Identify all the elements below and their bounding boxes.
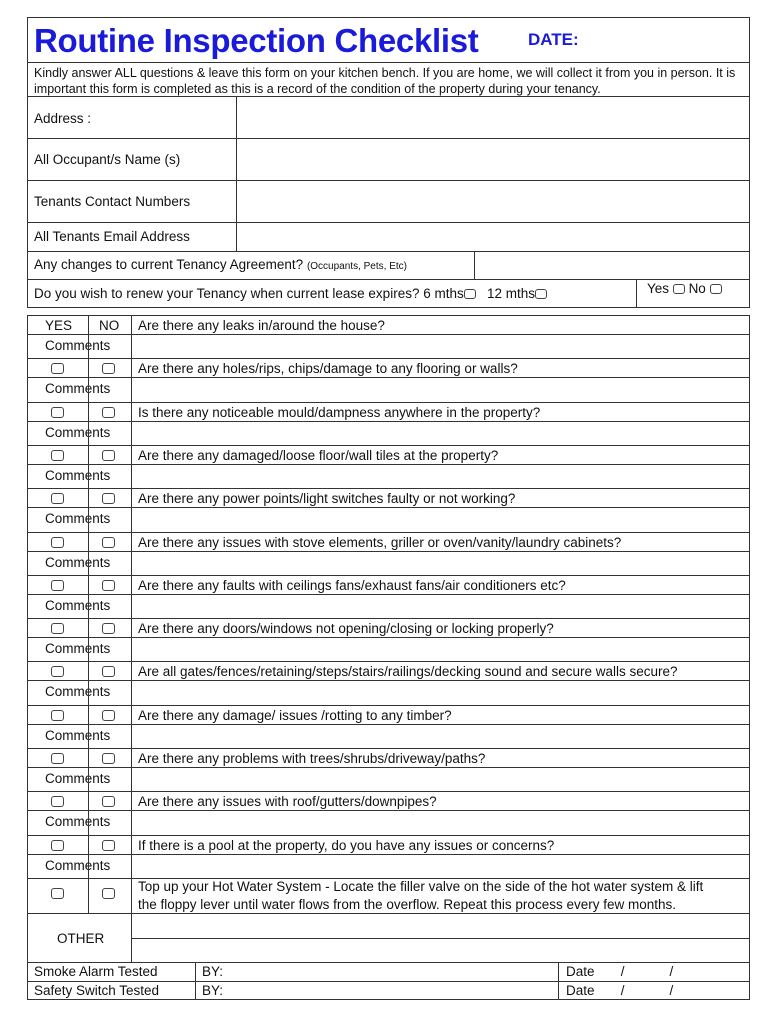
hot-water-line-2: the floppy lever until water flows from the overflow. Repeat this process every few months.: [138, 897, 676, 912]
comments-label: Comments: [45, 771, 111, 786]
question-divider: [27, 575, 750, 576]
comments-label: Comments: [45, 511, 111, 526]
renew-question: Do you wish to renew your Tenancy when current lease expires?: [34, 286, 420, 301]
comments-label: Comments: [45, 684, 111, 699]
yes-checkbox[interactable]: [51, 537, 64, 548]
question-divider: [27, 748, 750, 749]
intro-text: Kindly answer ALL questions & leave this form on your kitchen bench. If you are home, we will collect it from you in person. It is important this form is completed as this is a record of the condition of the property during your tenancy.: [34, 66, 736, 96]
smoke-alarm-date: [566, 964, 673, 979]
comments-label: Comments: [45, 641, 111, 656]
comments-field[interactable]: [132, 508, 749, 530]
safety-switch-label: Safety Switch Tested: [34, 983, 160, 998]
smoke-alarm-by-label: BY:: [202, 964, 224, 979]
comments-label: Comments: [45, 338, 111, 353]
no-checkbox[interactable]: [102, 363, 115, 374]
occupants-label: All Occupant/s Name (s): [34, 152, 181, 167]
yes-checkbox[interactable]: [51, 580, 64, 591]
yes-checkbox[interactable]: [51, 450, 64, 461]
comments-field[interactable]: [132, 811, 749, 833]
question-divider: [27, 532, 750, 533]
renew-yes-label: Yes: [647, 281, 670, 296]
safety-switch-date-slashes: / /: [620, 983, 674, 998]
six-months-label: 6 mths: [423, 286, 464, 301]
yes-checkbox[interactable]: [51, 493, 64, 504]
hot-water-line-1: Top up your Hot Water System - Locate the filler valve on the side of the hot water system & lift: [138, 879, 704, 894]
renew-no-label: No: [688, 281, 706, 296]
no-checkbox[interactable]: [102, 493, 115, 504]
question-4: Are there any damaged/loose floor/wall tiles at the property?: [138, 448, 499, 463]
comments-label: Comments: [45, 381, 111, 396]
contact-numbers-field[interactable]: [237, 181, 749, 222]
no-checkbox[interactable]: [102, 666, 115, 677]
question-divider: [27, 445, 750, 446]
comments-field[interactable]: [132, 595, 749, 617]
yes-checkbox[interactable]: [51, 796, 64, 807]
yes-checkbox[interactable]: [51, 407, 64, 418]
question-divider: [27, 705, 750, 706]
comments-field[interactable]: [132, 768, 749, 790]
comments-field[interactable]: [132, 855, 749, 877]
comments-field[interactable]: [132, 681, 749, 703]
yes-column-header: YES: [45, 318, 73, 333]
renew-yes-checkbox[interactable]: [673, 284, 685, 294]
question-1: Are there any leaks in/around the house?: [138, 318, 385, 333]
occupants-field[interactable]: [237, 139, 749, 180]
comments-label: Comments: [45, 858, 111, 873]
safety-switch-date-label: Date: [566, 983, 595, 998]
address-label: Address :: [34, 111, 92, 126]
renew-yes-no: [647, 281, 722, 296]
safety-switch-by-label: BY:: [202, 983, 224, 998]
question-12: Are there any issues with roof/gutters/downpipes?: [138, 794, 437, 809]
no-column-header: NO: [99, 318, 120, 333]
no-checkbox[interactable]: [102, 840, 115, 851]
no-checkbox[interactable]: [102, 623, 115, 634]
title-divider: [27, 62, 750, 63]
question-5: Are there any power points/light switches faulty or not working?: [138, 491, 516, 506]
no-checkbox[interactable]: [102, 407, 115, 418]
no-checkbox[interactable]: [102, 580, 115, 591]
contact-numbers-label: Tenants Contact Numbers: [34, 194, 191, 209]
question-6: Are there any issues with stove elements, griller or oven/vanity/laundry cabinets?: [138, 535, 622, 550]
twelve-months-label: 12 mths: [487, 286, 536, 301]
question-divider: [27, 618, 750, 619]
changes-field[interactable]: [475, 252, 749, 279]
no-checkbox[interactable]: [102, 450, 115, 461]
question-column-divider: [131, 315, 132, 962]
yes-checkbox[interactable]: [51, 363, 64, 374]
six-months-checkbox[interactable]: [464, 289, 476, 299]
yes-checkbox[interactable]: [51, 623, 64, 634]
twelve-months-checkbox[interactable]: [535, 289, 547, 299]
comments-label: Comments: [45, 555, 111, 570]
question-7: Are there any faults with ceilings fans/exhaust fans/air conditioners etc?: [138, 578, 566, 593]
question-3: Is there any noticeable mould/dampness anywhere in the property?: [138, 405, 541, 420]
comments-label: Comments: [45, 814, 111, 829]
date-label: DATE:: [528, 30, 579, 49]
question-9: Are all gates/fences/retaining/steps/stairs/railings/decking sound and secure walls secure?: [138, 664, 678, 679]
question-divider: [27, 661, 750, 662]
comments-field[interactable]: [132, 638, 749, 660]
comments-field[interactable]: [132, 335, 749, 357]
smoke-alarm-label: Smoke Alarm Tested: [34, 964, 158, 979]
comments-field[interactable]: [132, 378, 749, 400]
yes-no-column-divider: [88, 315, 89, 913]
yes-checkbox[interactable]: [51, 840, 64, 851]
question-2: Are there any holes/rips, chips/damage to any flooring or walls?: [138, 361, 518, 376]
address-field[interactable]: [237, 97, 749, 138]
renew-no-checkbox[interactable]: [710, 284, 722, 294]
comments-field[interactable]: [132, 422, 749, 444]
question-divider: [27, 402, 750, 403]
smoke-alarm-date-slashes: / /: [620, 964, 674, 979]
smoke-alarm-date-label: Date: [566, 964, 595, 979]
yes-checkbox[interactable]: [51, 753, 64, 764]
comments-label: Comments: [45, 425, 111, 440]
other-field[interactable]: [133, 914, 749, 962]
comments-field[interactable]: [132, 725, 749, 747]
yes-checkbox[interactable]: [51, 666, 64, 677]
yes-checkbox[interactable]: [51, 710, 64, 721]
changes-label: [34, 257, 407, 272]
no-checkbox[interactable]: [102, 796, 115, 807]
comments-label: Comments: [45, 728, 111, 743]
renew-label: [34, 286, 547, 301]
safety-switch-date: [566, 983, 673, 998]
question-divider: [27, 791, 750, 792]
email-field[interactable]: [237, 223, 749, 251]
question-11: Are there any problems with trees/shrubs/driveway/paths?: [138, 751, 486, 766]
hot-water-yes-checkbox[interactable]: [51, 888, 64, 899]
email-label: All Tenants Email Address: [34, 229, 190, 244]
question-8: Are there any doors/windows not opening/closing or locking properly?: [138, 621, 554, 636]
comments-label: Comments: [45, 468, 111, 483]
question-10: Are there any damage/ issues /rotting to any timber?: [138, 708, 452, 723]
no-checkbox[interactable]: [102, 710, 115, 721]
changes-note: (Occupants, Pets, Etc): [306, 261, 407, 272]
other-label: OTHER: [57, 931, 105, 946]
question-divider: [27, 358, 750, 359]
question-divider: [27, 835, 750, 836]
comments-field[interactable]: [132, 465, 749, 487]
comments-label: Comments: [45, 598, 111, 613]
question-13: If there is a pool at the property, do you have any issues or concerns?: [138, 838, 555, 853]
page-title: Routine Inspection Checklist: [34, 22, 479, 59]
comments-field[interactable]: [132, 552, 749, 574]
question-divider: [27, 488, 750, 489]
no-checkbox[interactable]: [102, 753, 115, 764]
hot-water-no-checkbox[interactable]: [102, 888, 115, 899]
changes-question: Any changes to current Tenancy Agreement?: [34, 257, 304, 272]
no-checkbox[interactable]: [102, 537, 115, 548]
